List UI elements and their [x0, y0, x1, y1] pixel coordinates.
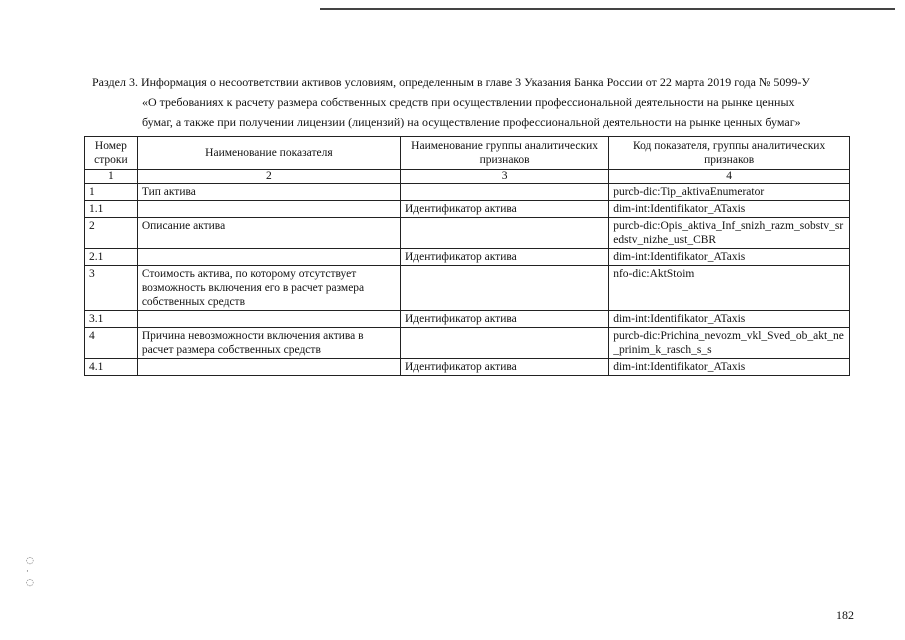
heading-line-3: бумаг, а также при получении лицензии (лицензий) на осуществление профессиональной деятельности на рынке ценных бумаг»	[142, 115, 801, 129]
row-number: 3.1	[85, 311, 138, 328]
row-code: purcb-dic:Tip_aktivaEnumerator	[609, 184, 850, 201]
row-code: dim-int:Identifikator_ATaxis	[609, 201, 850, 218]
row-group-name: Идентификатор актива	[400, 311, 608, 328]
row-group-name	[400, 184, 608, 201]
row-number: 4.1	[85, 359, 138, 376]
table-row	[85, 311, 850, 328]
row-indicator-name: Причина невозможности включения актива в расчет размера собственных средств	[137, 328, 400, 359]
row-number: 2.1	[85, 249, 138, 266]
header-row-number: Номер строки	[85, 137, 138, 170]
row-code: dim-int:Identifikator_ATaxis	[609, 249, 850, 266]
row-indicator-name: Описание актива	[137, 218, 400, 249]
column-number: 4	[609, 170, 850, 184]
row-indicator-name	[137, 201, 400, 218]
row-number: 1	[85, 184, 138, 201]
row-number: 3	[85, 266, 138, 311]
indicators-table	[84, 136, 850, 376]
row-indicator-name: Тип актива	[137, 184, 400, 201]
header-indicator-name: Наименование показателя	[137, 137, 400, 170]
scan-margin-marks: ◌ · ◌	[26, 556, 34, 588]
row-code: dim-int:Identifikator_ATaxis	[609, 359, 850, 376]
table-row	[85, 218, 850, 249]
table-row	[85, 201, 850, 218]
row-code: dim-int:Identifikator_ATaxis	[609, 311, 850, 328]
row-group-name	[400, 218, 608, 249]
table-row	[85, 359, 850, 376]
row-number: 2	[85, 218, 138, 249]
row-number: 1.1	[85, 201, 138, 218]
row-number: 4	[85, 328, 138, 359]
row-code: purcb-dic:Opis_aktiva_Inf_snizh_razm_sobstv_sredstv_nizhe_ust_CBR	[609, 218, 850, 249]
table-row	[85, 328, 850, 359]
row-indicator-name	[137, 359, 400, 376]
row-code: nfo-dic:AktStoim	[609, 266, 850, 311]
column-number: 2	[137, 170, 400, 184]
page-number: 182	[836, 608, 854, 622]
table-row	[85, 184, 850, 201]
row-group-name	[400, 266, 608, 311]
header-code: Код показателя, группы аналитических признаков	[609, 137, 850, 170]
top-rule	[320, 8, 895, 10]
column-number: 1	[85, 170, 138, 184]
row-group-name: Идентификатор актива	[400, 359, 608, 376]
table-row	[85, 266, 850, 311]
row-indicator-name: Стоимость актива, по которому отсутствует возможность включения его в расчет размера собственных средств	[137, 266, 400, 311]
header-group-name: Наименование группы аналитических признаков	[400, 137, 608, 170]
heading-line-1: Раздел 3. Информация о несоответствии активов условиям, определенным в главе 3 Указания Банка России от 22 марта 2019 года № 5099-У	[92, 75, 810, 89]
heading-line-2: «О требованиях к расчету размера собственных средств при осуществлении профессиональной деятельности на рынке ценных	[142, 95, 795, 109]
column-number: 3	[400, 170, 608, 184]
table-header-row	[85, 137, 850, 170]
table-row	[85, 249, 850, 266]
row-group-name: Идентификатор актива	[400, 201, 608, 218]
row-indicator-name	[137, 311, 400, 328]
row-group-name	[400, 328, 608, 359]
column-number-row	[85, 170, 850, 184]
row-indicator-name	[137, 249, 400, 266]
row-group-name: Идентификатор актива	[400, 249, 608, 266]
section-heading	[92, 72, 862, 132]
row-code: purcb-dic:Prichina_nevozm_vkl_Sved_ob_akt_ne_prinim_k_rasch_s_s	[609, 328, 850, 359]
